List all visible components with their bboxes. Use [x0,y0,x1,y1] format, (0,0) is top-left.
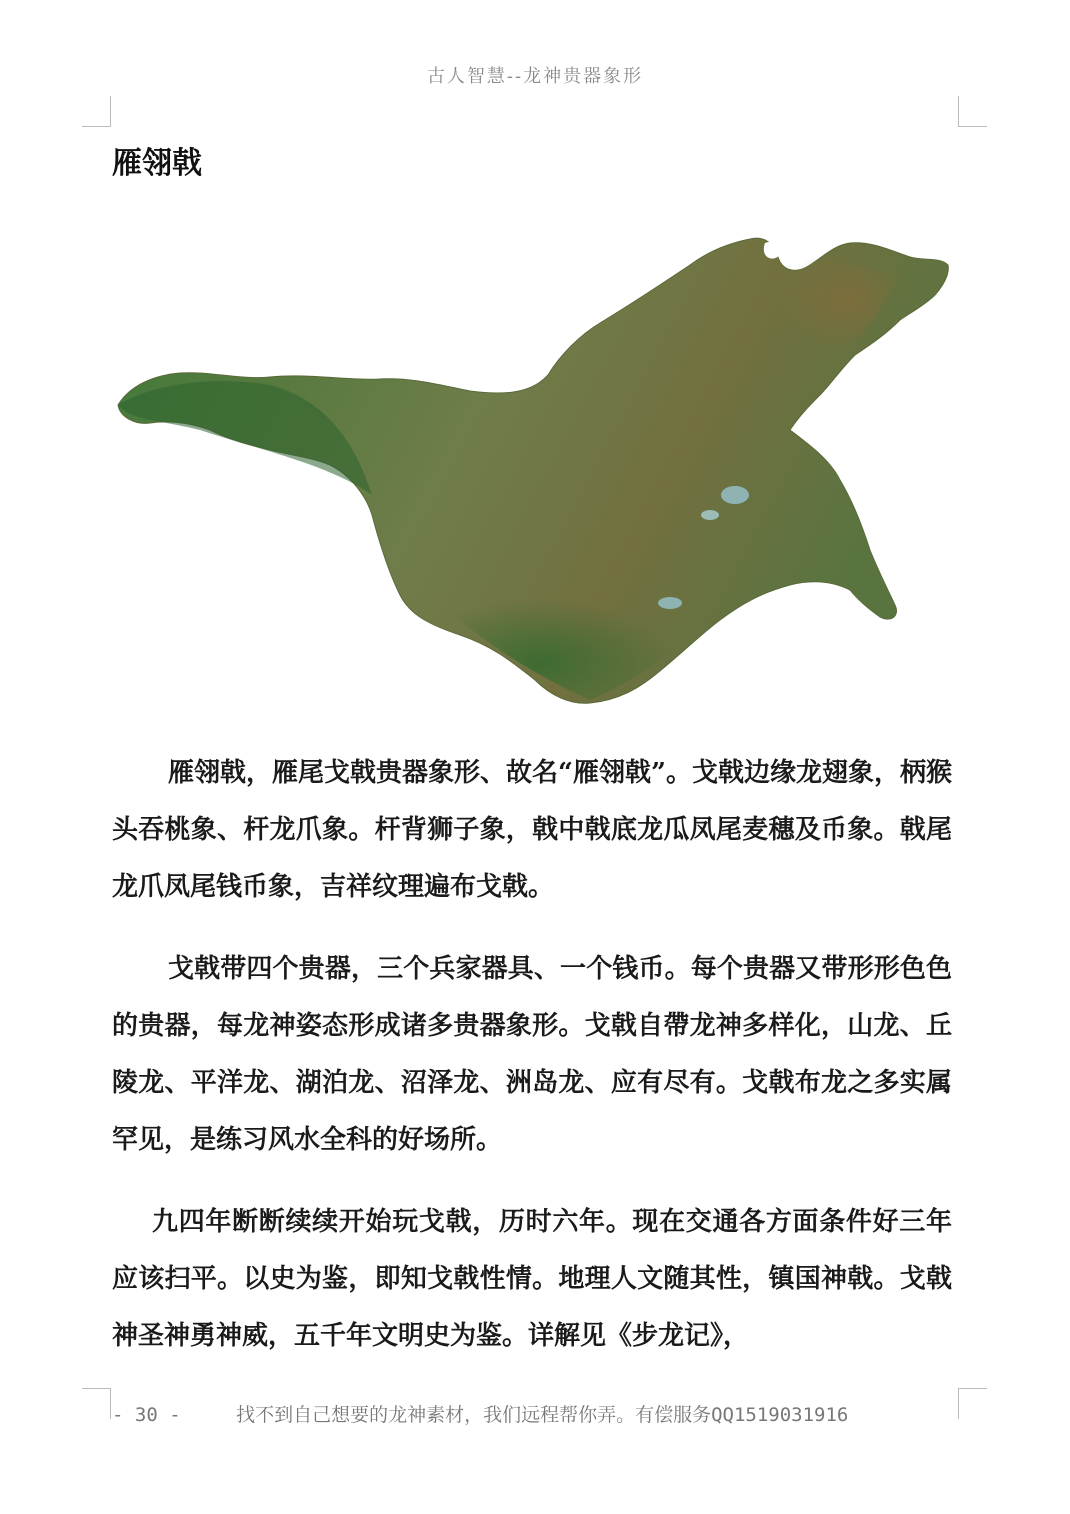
footer-note: 找不到自己想要的龙神素材，我们远程帮你弄。有偿服务QQ1519031916 [236,1404,849,1426]
page-title: 雁翎戟 [112,146,202,181]
crop-mark-bottom-right [958,1388,987,1419]
paragraph-3 [112,1194,952,1365]
page-footer [112,1400,848,1427]
paragraph-1 [112,745,952,916]
running-header: 古人智慧--龙神贵器象形 [426,66,644,87]
page-number: - 30 - [112,1404,181,1426]
paragraph-2-text: 戈戟带四个贵器，三个兵家器具、一个钱币。每个贵器又带形形色色的贵器，每龙神姿态形成诸多贵器象形。戈戟自帶龙神多样化，山龙、丘陵龙、平洋龙、湖泊龙、沼泽龙、洲岛龙、应有尽有。戈戟布龙之多实属罕见，是练习风水全科的好场所。 [112,954,952,1155]
crop-mark-top-right [958,96,987,127]
crop-mark-bottom-left [82,1388,111,1419]
coast-bay [764,242,782,259]
lake-2 [658,597,682,609]
satellite-terrain-map [110,195,955,710]
paragraph-1-text: 雁翎戟，雁尾戈戟贵器象形、故名“雁翎戟”。戈戟边缘龙翅象，柄猴头吞桃象、杆龙爪象。杆背狮子象，戟中戟底龙瓜凤尾麦穗及币象。戟尾龙爪凤尾钱币象，吉祥纹理遍布戈戟。 [112,758,952,902]
paragraph-2 [112,941,952,1169]
paragraph-3-text: 九四年断断续续开始玩戈戟，历时六年。现在交通各方面条件好三年应该扫平。以史为鉴，即知戈戟性情。地理人文随其性，镇国神戟。戈戟神圣神勇神威，五千年文明史为鉴。详解见《步龙记》， [112,1207,952,1351]
crop-mark-top-left [82,96,111,127]
lake-1 [721,486,749,504]
lake-3 [701,510,719,520]
